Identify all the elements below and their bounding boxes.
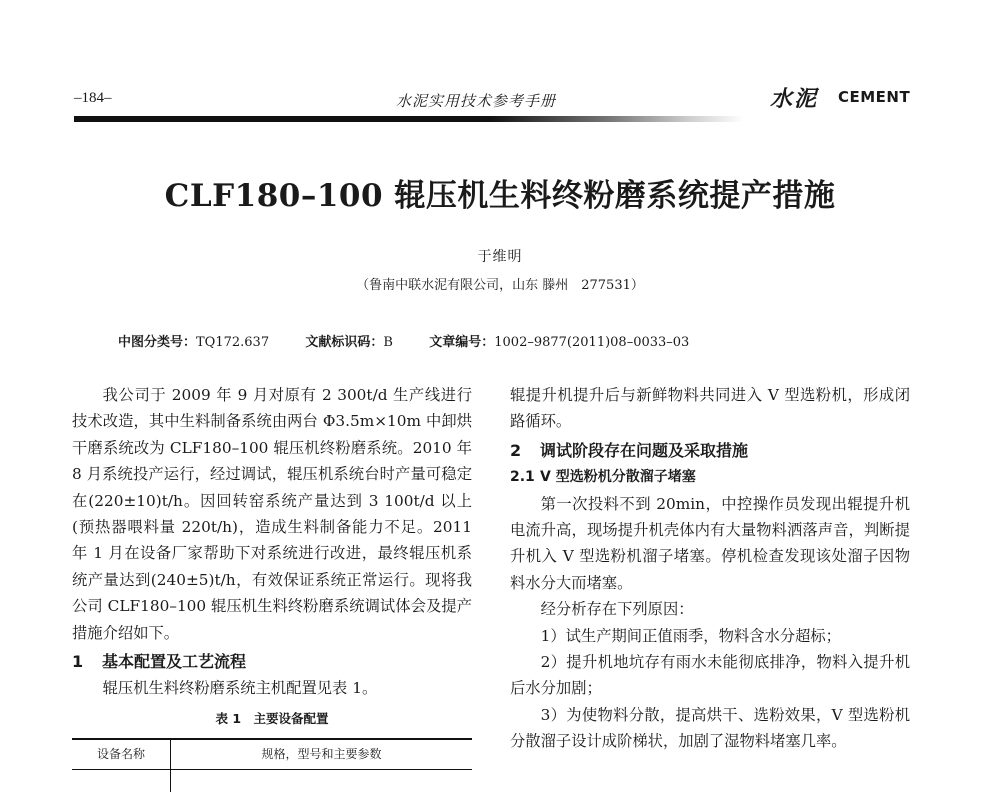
section-2-number: 2	[510, 440, 522, 460]
table-row	[72, 769, 472, 792]
page-number: –184–	[74, 90, 112, 106]
right-column	[510, 382, 910, 755]
header-rule	[74, 116, 744, 122]
journal-logo	[770, 82, 910, 112]
paragraph-4: 2）提升机地坑存有雨水未能彻底排净，物料入提升机后水分加剧；	[510, 653, 910, 698]
section-2-heading	[510, 438, 910, 464]
section-1-heading	[72, 649, 472, 675]
paragraph-3: 1）试生产期间正值雨季，物料含水分超标；	[540, 626, 841, 645]
paragraph-5: 3）为使物料分散，提高烘干、选粉效果，V 型选粉机分散溜子设计成阶梯状，加剧了湿物料堵塞几率。	[510, 705, 910, 751]
section-2-1-number: 2.1	[510, 469, 535, 486]
table-header-row	[72, 739, 472, 769]
table-header-spec: 规格，型号和主要参数	[171, 739, 473, 769]
paragraph-2: 经分析存在下列原因：	[540, 600, 694, 619]
clc-label: 中图分类号：	[118, 335, 197, 350]
logo-en: CEMENT	[838, 88, 911, 106]
affiliation: （鲁南中联水泥有限公司，山东 滕州 277531）	[356, 278, 644, 293]
article-title: CLF180–100 辊压机生料终粉磨系统提产措施	[164, 178, 836, 214]
doc-code-label: 文献标识码：	[305, 335, 384, 350]
table-header-name: 设备名称	[72, 739, 171, 769]
logo-cn: 水泥	[770, 86, 819, 112]
section-2-title: 调试阶段存在问题及采取措施	[540, 440, 749, 460]
clc-value: TQ172.637	[196, 335, 270, 350]
section-2-1-title: V 型选粉机分散溜子堵塞	[540, 469, 696, 486]
section-1-number: 1	[72, 652, 84, 672]
author: 于维明	[477, 249, 523, 265]
table-caption: 表 1 主要设备配置	[215, 710, 329, 726]
article-no-value: 1002–9877(2011)08–0033–03	[494, 335, 690, 350]
continued-paragraph: 辊提升机提升后与新鲜物料共同进入 V 型选粉机，形成闭路循环。	[510, 386, 910, 431]
section-1-paragraph: 辊压机生料终粉磨系统主机配置见表 1。	[102, 679, 378, 698]
section-2-1-heading	[510, 464, 910, 490]
left-column	[72, 382, 472, 792]
classification-line	[118, 331, 689, 350]
doc-code-value: B	[383, 335, 393, 350]
paragraph-1: 第一次投料不到 20min，中控操作员发现出辊提升机电流升高，现场提升机壳体内有大量物料洒落声音，判断提升机入 V 型选粉机溜子堵塞。停机检查发现该处溜子因物料水分大而堵塞。	[510, 494, 910, 592]
article-no-label: 文章编号：	[429, 335, 495, 350]
running-title: 水泥实用技术参考手册	[396, 92, 557, 110]
intro-paragraph: 我公司于 2009 年 9 月对原有 2 300t/d 生产线进行技术改造，其中生料制备系统由两台 Φ3.5m×10m 中卸烘干磨系统改为 CLF180–100 辊压机终粉磨系统。2010 年 8 月系统投产运行，经过调试，辊压机系统台时产量可稳定在(220±10)t/h。因回转窑系统产量达到 3 100t/d 以上(预热器喂料量 220t/h)，造成生料制备能力不足。2011 年 1 月在设备厂家帮助下对系统进行改进，最终辊压机系统产量达到(240±5)t/h，有效保证系统正常运行。现将我公司 CLF180–100 辊压机生料终粉磨系统调试体会及提产措施介绍如下。	[72, 386, 472, 642]
section-1-title: 基本配置及工艺流程	[102, 652, 247, 672]
